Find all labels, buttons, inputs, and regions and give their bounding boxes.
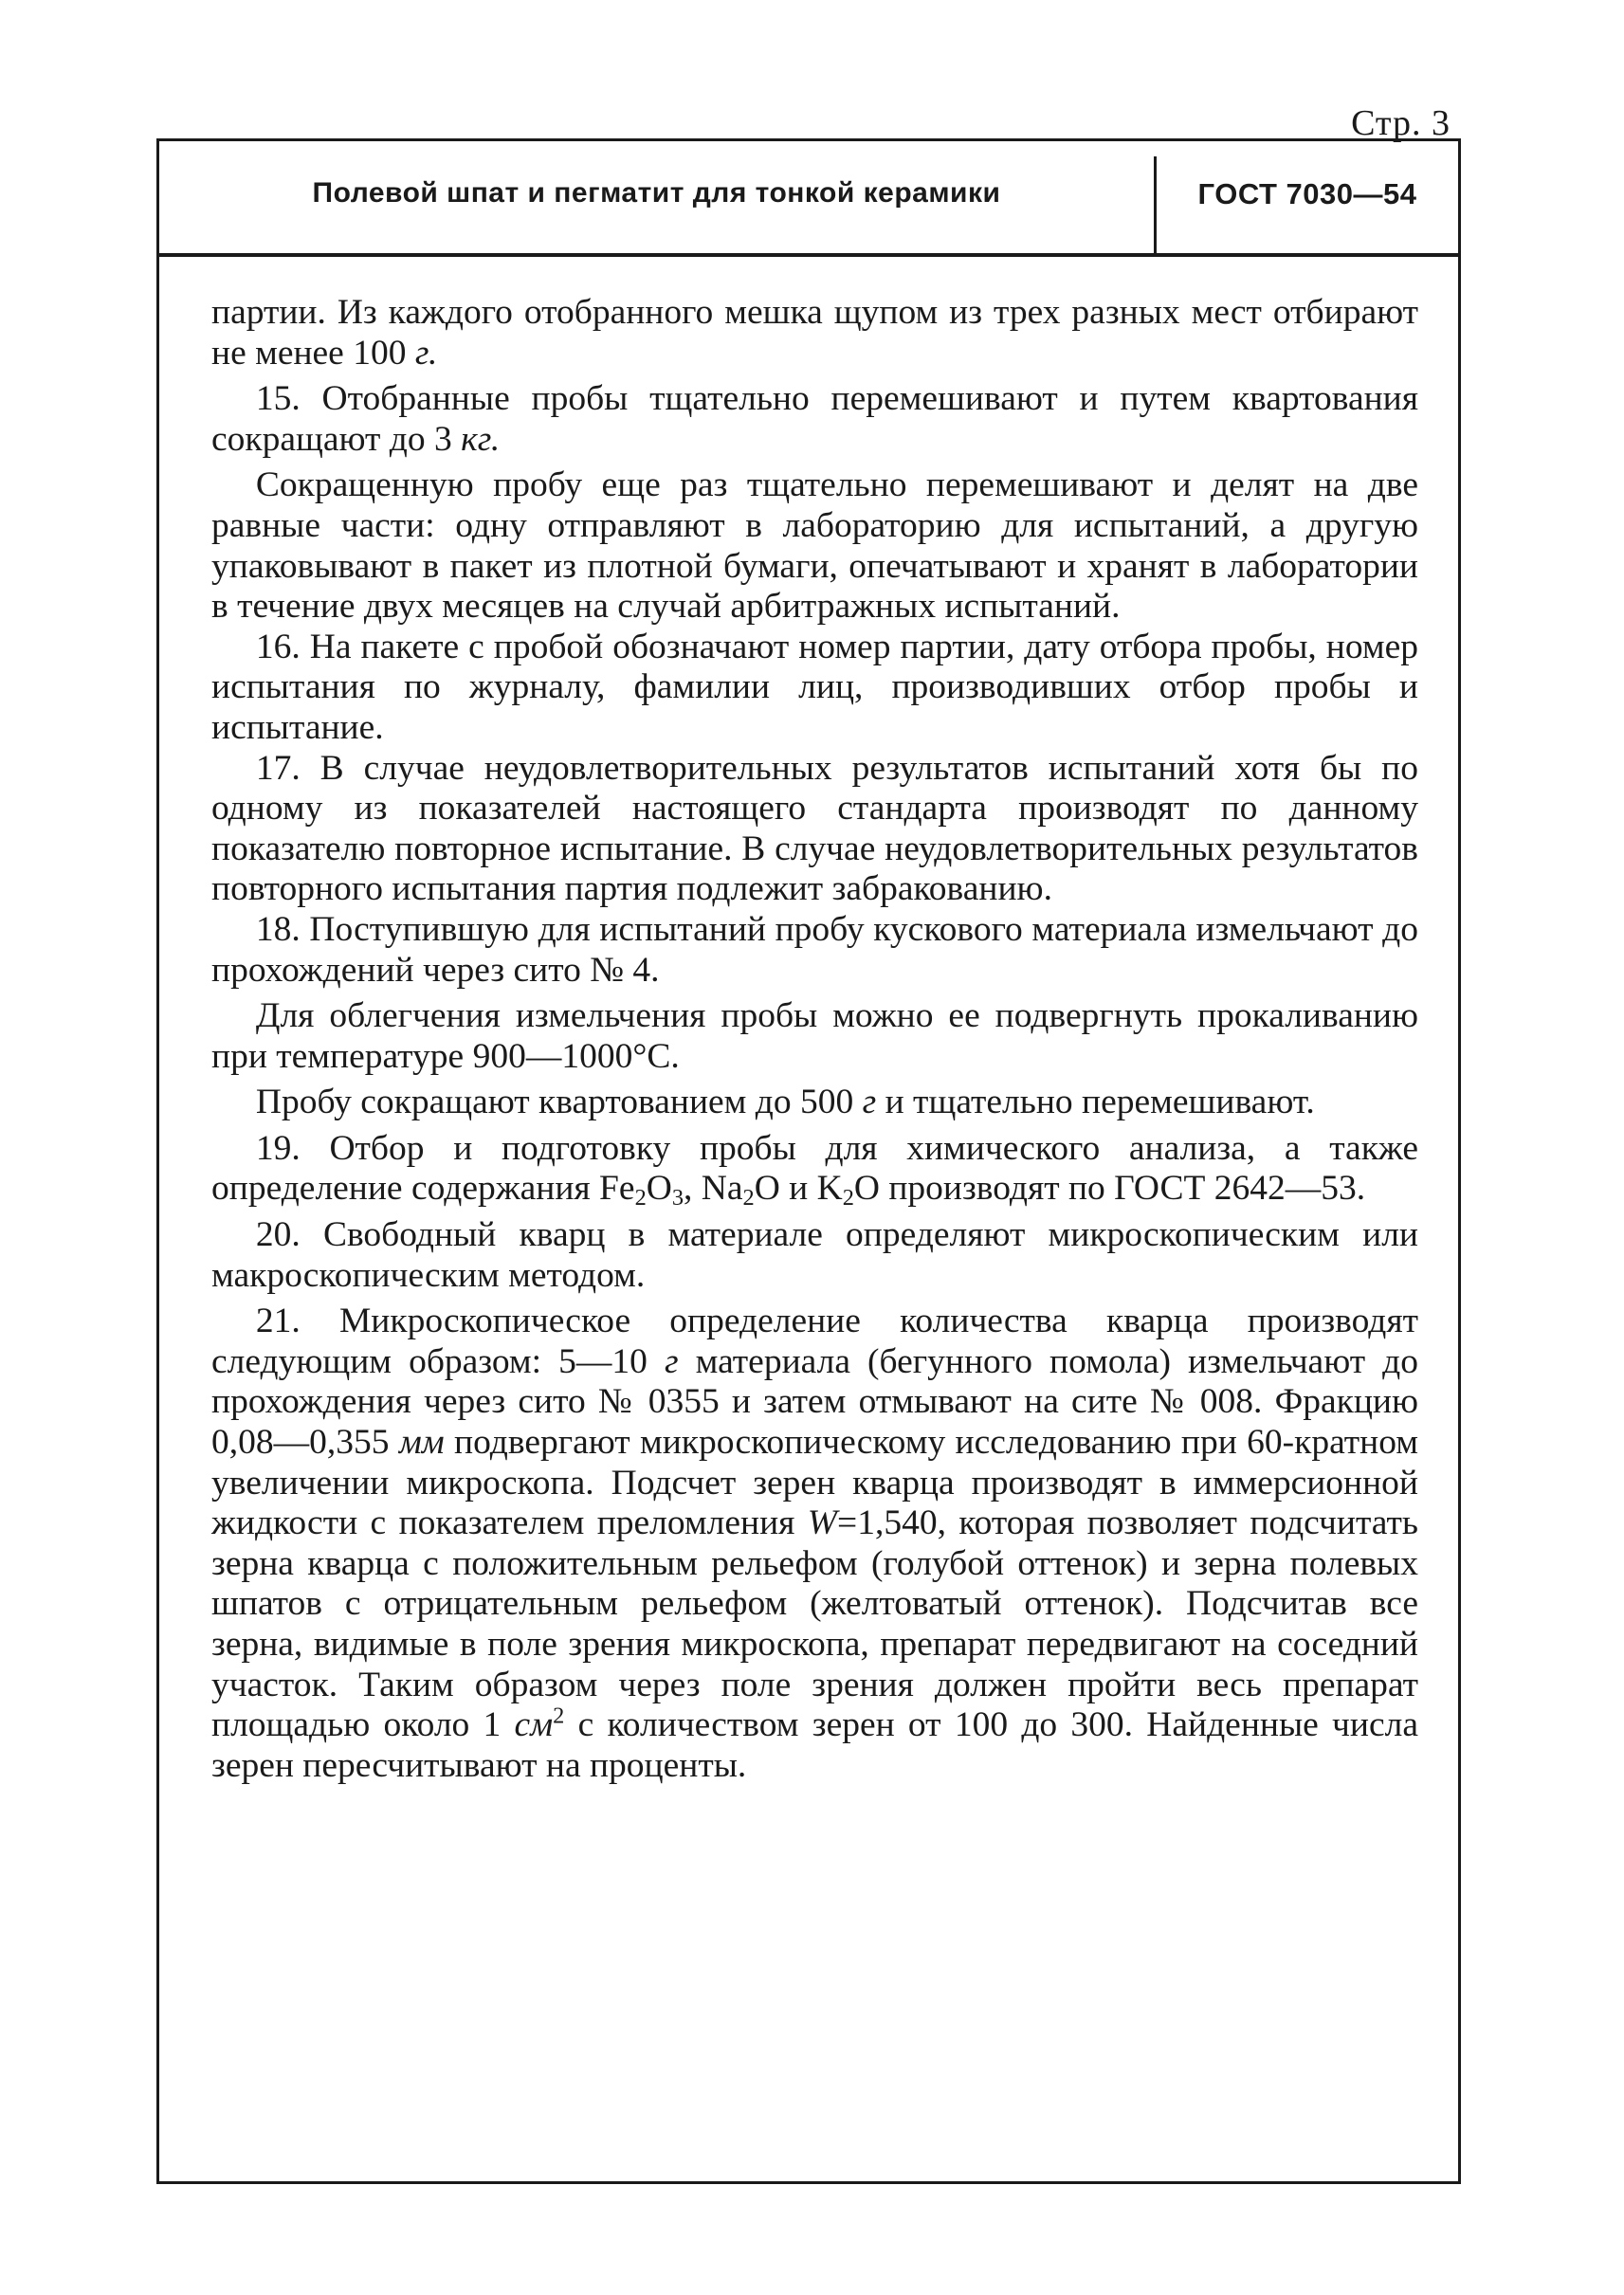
paragraph: Для облегчения измельчения пробы можно ее подвергнуть прокаливанию при температуре 900—1000°С. [211,996,1418,1076]
paragraph: Пробу сокращают квартованием до 500 г и тщательно перемешивают. [255,1083,1315,1122]
page-frame [156,138,1461,2184]
document-title: Полевой шпат и пегматит для тонкой керамики [312,177,1001,209]
paragraph-19: 19. Отбор и подготовку пробы для химического анализа, а также определение содержания $Fe_2O_3$, $Na_2O$ и $K_2O$ производят по ГОСТ 2642—53. [211,1128,1418,1211]
standard-code: ГОСТ 7030—54 [1197,177,1417,210]
paragraph-20: 20. Свободный кварц в материале определяют микроскопическим или макроскопическим методом. [211,1215,1418,1295]
document-header [159,141,1458,257]
paragraph-16: 16. На пакете с пробой обозначают номер партии, дату отбора пробы, номер испытания по журналу, фамилии лиц, производивших отбор пробы и испытание. [211,627,1418,747]
document-body [211,293,1418,1786]
paragraph-21: 21. Микроскопическое определение количества кварца производят следующим образом: 5—10 г материала (бегунного помола) измельчают до прохождения через сито № 0355 и затем отмывают на сите № 008. Фракцию 0,08—0,355 мм подвергают микроскопическому исследованию при 60-кратном увеличении микроскопа. Подсчет зерен кварца производят в иммерсионной жидкости с показателем преломления W=1,540, которая позволяет подсчитать зерна кварца с положительным рельефом (голубой оттенок) и зерна полевых шпатов с отрицательным рельефом (желтоватый оттенок). Подсчитав все зерна, видимые в поле зрения микроскопа, препарат передвигают на соседний участок. Таким образом через поле зрения должен пройти весь препарат площадью около 1 $см^2$ с количеством зерен от 100 до 300. Найденные числа зерен пересчитывают на проценты. [211,1302,1419,1785]
paragraph: Сокращенную пробу еще раз тщательно перемешивают и делят на две равные части: одну отправляют в лабораторию для испытаний, а другую упаковывают в пакет из плотной бумаги, опечатывают и хранят в лаборатории в течение двух месяцев на случай арбитражных испытаний. [211,465,1418,627]
page-number: Стр. 3 [1351,103,1451,143]
paragraph-15: 15. Отобранные пробы тщательно перемешивают и путем квартования сокращают до 3 кг. [211,379,1418,459]
paragraph-18: 18. Поступившую для испытаний пробу кускового материала измельчают до прохождений через сито № 4. [211,909,1418,990]
paragraph: партии. Из каждого отобранного мешка щупом из трех разных мест отбирают не менее 100 г. [211,293,1418,373]
paragraph-17: 17. В случае неудовлетворительных результатов испытаний хотя бы по одному из показателей настоящего стандарта производят по данному показателю повторное испытание. В случае неудовлетворительных результатов повторного испытания партия подлежит забракованию. [211,748,1418,909]
